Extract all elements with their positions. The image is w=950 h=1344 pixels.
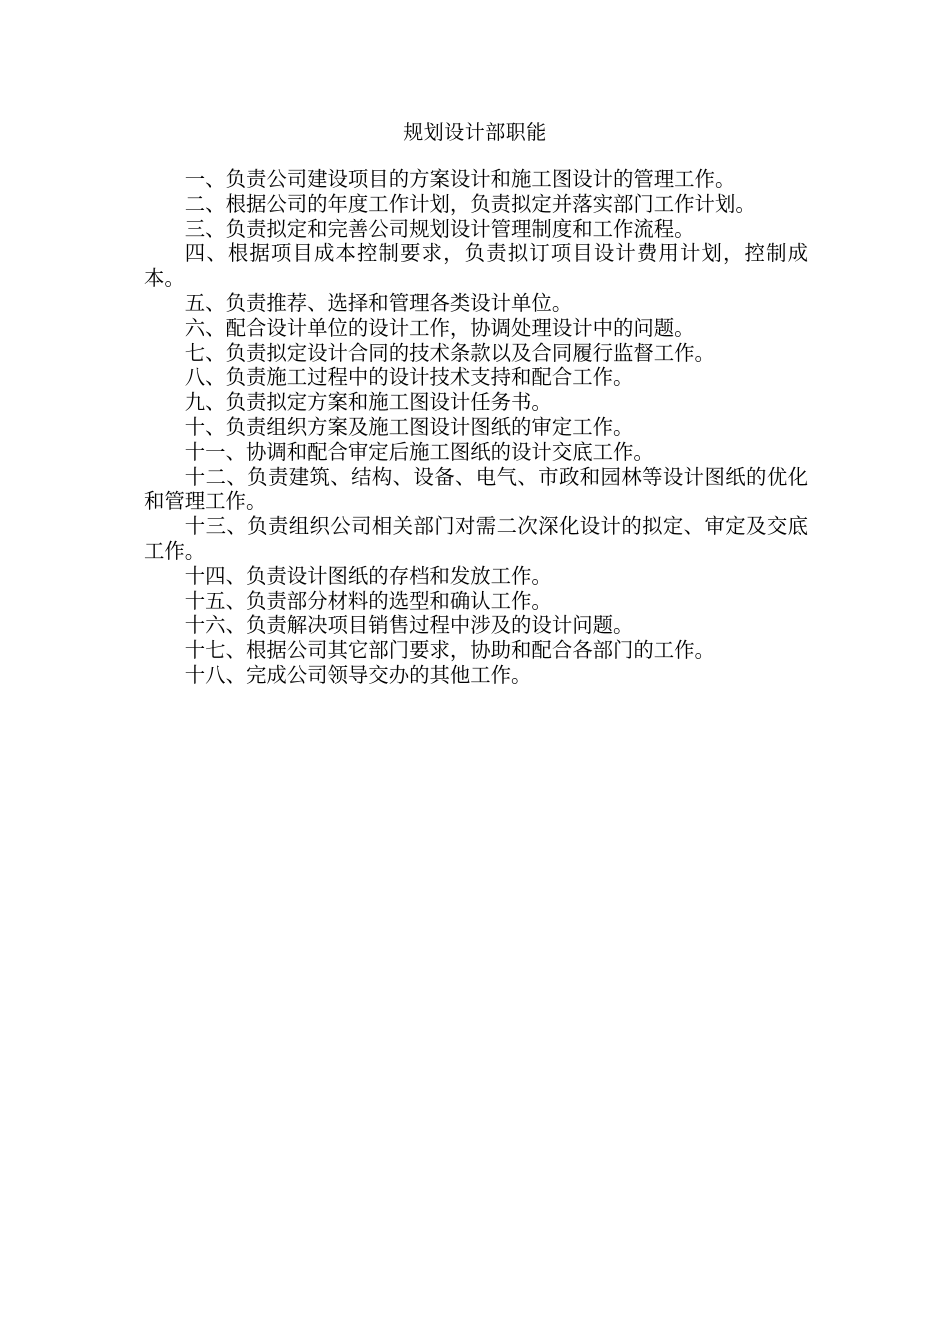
duty-item-13: 十三、负责组织公司相关部门对需二次深化设计的拟定、审定及交底工作。	[144, 514, 808, 563]
duty-item-5: 五、负责推荐、选择和管理各类设计单位。	[184, 290, 573, 315]
duty-item-17: 十七、根据公司其它部门要求，协助和配合各部门的工作。	[184, 638, 715, 663]
duty-item-14: 十四、负责设计图纸的存档和发放工作。	[184, 563, 552, 588]
duty-item-1: 一、负责公司建设项目的方案设计和施工图设计的管理工作。	[184, 167, 736, 191]
duty-item-4: 四、根据项目成本控制要求，负责拟订项目设计费用计划，控制成本。	[144, 241, 808, 291]
duty-item-7: 七、负责拟定设计合同的技术条款以及合同履行监督工作。	[184, 340, 715, 365]
duty-item-16: 十六、负责解决项目销售过程中涉及的设计问题。	[184, 613, 634, 638]
duty-item-18: 十八、完成公司领导交办的其他工作。	[184, 662, 532, 687]
duty-item-6: 六、配合设计单位的设计工作，协调处理设计中的问题。	[184, 315, 695, 340]
duty-item-2: 二、根据公司的年度工作计划，负责拟定并落实部门工作计划。	[184, 191, 756, 216]
duty-item-12: 十二、负责建筑、结构、设备、电气、市政和园林等设计图纸的优化和管理工作。	[144, 464, 808, 514]
duty-item-8: 八、负责施工过程中的设计技术支持和配合工作。	[184, 365, 634, 390]
document-body	[144, 167, 808, 688]
duty-item-11: 十一、协调和配合审定后施工图纸的设计交底工作。	[184, 439, 654, 464]
document-title: 规划设计部职能	[403, 120, 547, 144]
duty-item-9: 九、负责拟定方案和施工图设计任务书。	[184, 390, 552, 415]
duty-item-15: 十五、负责部分材料的选型和确认工作。	[184, 588, 552, 613]
duty-item-10: 十、负责组织方案及施工图设计图纸的审定工作。	[184, 414, 634, 439]
duty-item-3: 三、负责拟定和完善公司规划设计管理制度和工作流程。	[184, 216, 695, 241]
